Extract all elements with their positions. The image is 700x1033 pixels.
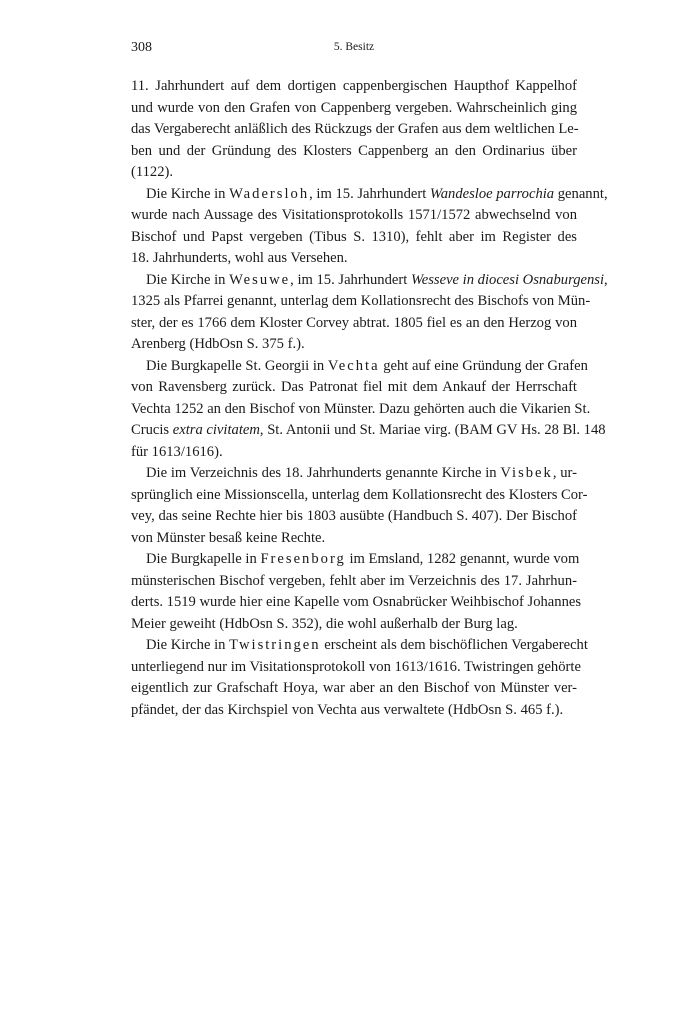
text-segment: ster, der es 1766 dem Kloster Corvey abtrat. 1805 fiel es an den Herzog von — [131, 314, 577, 331]
text-line — [131, 592, 582, 614]
text-segment: wurde nach Aussage des Visitationsprotokolls 1571/1572 abwechselnd von — [131, 207, 577, 223]
latin-term: Wandesloe parrochia — [429, 185, 555, 202]
text-line — [131, 528, 577, 550]
place-name: Visbek — [500, 465, 553, 481]
text-segment: Meier geweiht (HdbOsn S. 352), die wohl außerhalb der Burg lag. — [131, 615, 518, 632]
text-line — [131, 506, 577, 528]
text-segment: das Vergaberecht anläßlich des Rückzugs der Grafen aus dem weltlichen Le- — [131, 121, 579, 137]
text-line — [131, 119, 577, 141]
text-segment: pfändet, der das Kirchspiel von Vechta aus verwaltete (HdbOsn S. 465 f.). — [131, 701, 564, 718]
text-segment: Die Burgkapelle St. Georgii in — [146, 357, 328, 374]
text-line — [131, 162, 577, 184]
text-line — [131, 442, 577, 464]
running-head: 5. Besitz — [333, 41, 375, 53]
page-number: 308 — [131, 40, 152, 55]
text-segment: vey, das seine Rechte hier bis 1803 ausübte (Handbuch S. 407). Der Bischof — [131, 508, 577, 524]
text-segment: , ur- — [552, 465, 577, 481]
text-segment: münsterischen Bischof vergeben, fehlt aber im Verzeichnis des 17. Jahrhun- — [131, 572, 577, 589]
text-line — [131, 420, 606, 442]
text-line — [131, 291, 591, 313]
text-segment: und wurde von den Grafen von Cappenberg vergeben. Wahrscheinlich ging — [131, 99, 577, 116]
text-segment: 11. Jahrhundert auf dem dortigen cappenbergischen Haupthof Kappelhof — [131, 78, 577, 94]
text-line — [131, 76, 577, 98]
place-name: Wadersloh — [229, 185, 310, 202]
text-segment: sprünglich eine Missionscella, unterlag dem Kollationsrecht des Klosters Cor- — [131, 486, 588, 503]
text-line — [131, 571, 577, 593]
text-line — [131, 678, 577, 700]
text-line — [131, 463, 577, 485]
text-segment: Arenberg (HdbOsn S. 375 f.). — [131, 336, 305, 352]
text-segment: , — [604, 271, 608, 288]
latin-term: Wesseve in diocesi Osnaburgensi — [410, 271, 605, 288]
text-segment: erscheint als dem bischöflichen Vergaberecht — [320, 637, 588, 653]
text-segment: ben und der Gründung des Klosters Cappenberg an den Ordinarius über — [131, 142, 577, 159]
body-text — [131, 76, 608, 721]
text-segment: von Ravensberg zurück. Das Patronat fiel mit dem Ankauf der Herrschaft — [131, 379, 577, 395]
text-line — [131, 635, 588, 657]
text-segment: eigentlich zur Grafschaft Hoya, war aber an den Bischof von Münster ver- — [131, 680, 577, 696]
text-line — [131, 356, 588, 378]
page-header — [131, 40, 577, 60]
text-line — [131, 98, 577, 120]
text-segment: geht auf eine Gründung der Grafen — [379, 357, 588, 374]
text-line — [131, 248, 577, 270]
text-segment: Die Burgkapelle in — [146, 551, 261, 567]
text-segment: 18. Jahrhunderts, wohl aus Versehen. — [131, 250, 348, 266]
text-segment: Bischof und Papst vergeben (Tibus S. 1310), fehlt aber im Register des — [131, 228, 577, 245]
text-line — [131, 377, 577, 399]
text-line — [131, 700, 577, 722]
text-line — [131, 614, 577, 636]
text-segment: derts. 1519 wurde hier eine Kapelle vom Osnabrücker Weihbischof Johannes — [131, 594, 582, 610]
text-segment: Die Kirche in — [146, 637, 230, 653]
text-line — [131, 657, 581, 679]
text-line — [131, 184, 608, 206]
text-segment: , St. Antonii und St. Mariae virg. (BAM GV Hs. 28 Bl. 148 — [259, 422, 606, 438]
text-line — [131, 270, 608, 292]
text-line — [131, 549, 580, 571]
text-line — [131, 485, 588, 507]
text-segment: unterliegend nur im Visitationsprotokoll von 1613/1616. Twistringen gehörte — [131, 658, 581, 675]
text-line — [131, 334, 577, 356]
latin-term: extra civitatem — [172, 422, 260, 438]
text-line — [131, 205, 577, 227]
place-name: Twistringen — [229, 637, 321, 653]
text-segment: für 1613/1616). — [131, 443, 223, 460]
text-line — [131, 141, 577, 163]
text-segment: , im 15. Jahrhundert — [309, 185, 430, 202]
text-segment: 1325 als Pfarrei genannt, unterlag dem Kollationsrecht des Bischofs von Mün- — [131, 293, 591, 309]
place-name: Wesuwe — [229, 271, 291, 288]
place-name: Vechta — [327, 357, 380, 374]
text-segment: (1122). — [131, 164, 174, 180]
place-name: Fresenborg — [260, 551, 346, 567]
text-segment: im Emsland, 1282 genannt, wurde vom — [345, 551, 580, 567]
text-line — [131, 399, 591, 421]
text-segment: Crucis — [131, 422, 173, 438]
text-segment: Die Kirche in — [146, 185, 230, 202]
text-segment: Die Kirche in — [146, 271, 230, 288]
text-segment: genannt, — [554, 185, 608, 202]
text-segment: , im 15. Jahrhundert — [290, 271, 411, 288]
text-segment: Die im Verzeichnis des 18. Jahrhunderts genannte Kirche in — [146, 465, 501, 481]
text-line — [131, 313, 577, 335]
text-segment: von Münster besaß keine Rechte. — [131, 529, 326, 546]
text-line — [131, 227, 577, 249]
text-segment: Vechta 1252 an den Bischof von Münster. Dazu gehörten auch die Vikarien St. — [131, 400, 591, 417]
